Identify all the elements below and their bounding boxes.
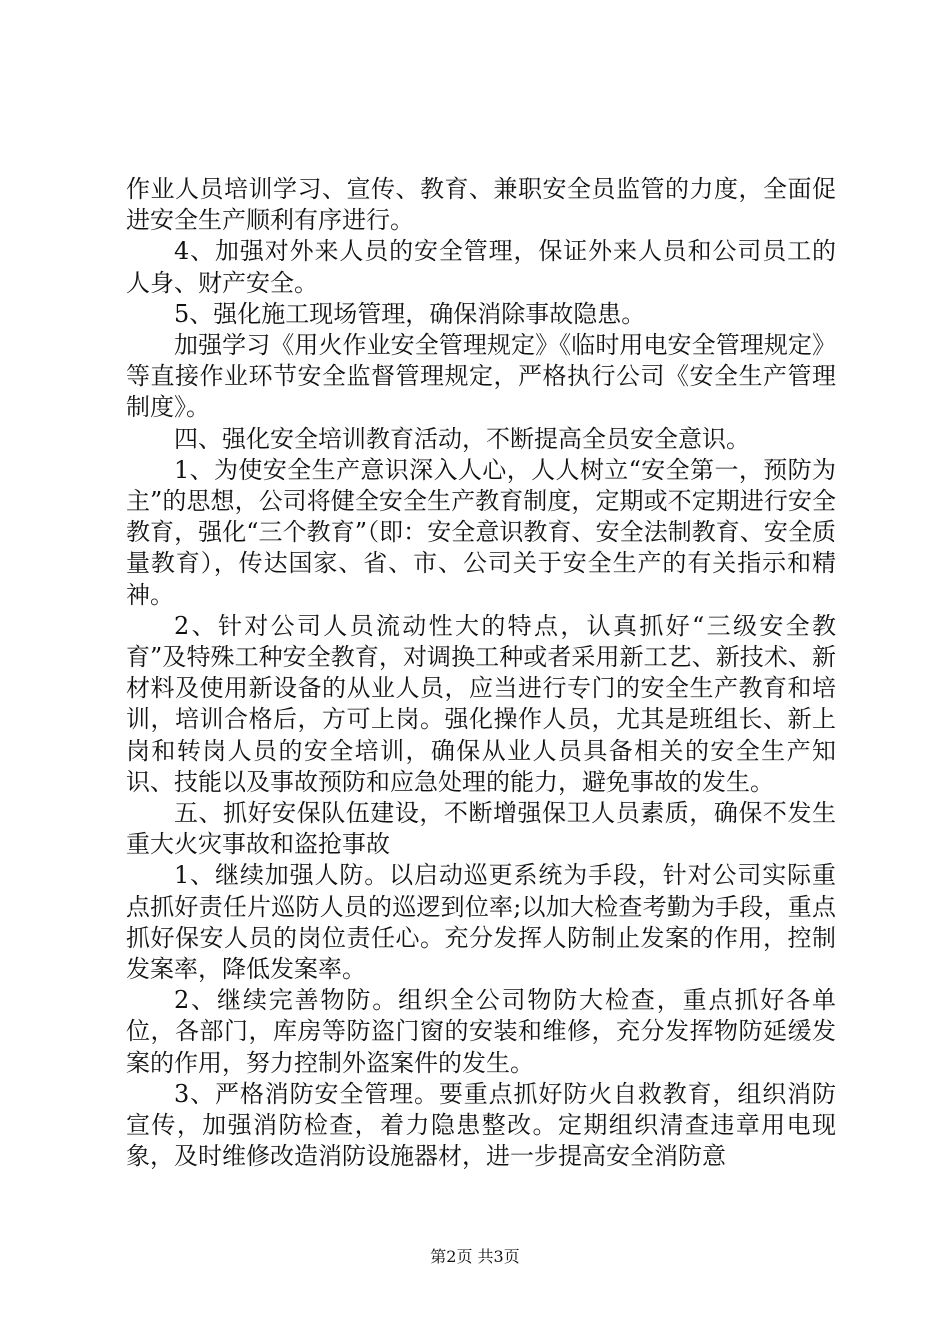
paragraph-item-5: 5、强化施工现场管理，确保消除事故隐患。 bbox=[174, 299, 646, 328]
paragraph-security-1: 1、继续加强人防。以启动巡更系统为手段，针对公司实际重点抓好责任片巡防人员的巡逻到位率;以加大检查考勤为手段，重点抓好保安人员的岗位责任心。充分发挥人防制止发案的作用，控制发案率，降低发案率。 bbox=[126, 861, 836, 984]
document-body bbox=[126, 174, 836, 1173]
paragraph-regulations: 加强学习《用火作业安全管理规定》《临时用电安全管理规定》等直接作业环节安全监督管理规定，严格执行公司《安全生产管理制度》。 bbox=[126, 331, 836, 422]
paragraph-security-3: 3、严格消防安全管理。要重点抓好防火自救教育，组织消防宣传，加强消防检查，着力隐患整改。定期组织清查违章用电现象，及时维修改造消防设施器材，进一步提高安全消防意 bbox=[126, 1079, 836, 1171]
section-heading-5: 五、抓好安保队伍建设，不断增强保卫人员素质，确保不发生重大火灾事故和盗抢事故 bbox=[126, 799, 836, 859]
section-heading-4: 四、强化安全培训教育活动，不断提高全员安全意识。 bbox=[174, 424, 750, 453]
paragraph-security-2: 2、继续完善物防。组织全公司物防大检查，重点抓好各单位，各部门，库房等防盗门窗的安装和维修，充分发挥物防延缓发案的作用，努力控制外盗案件的发生。 bbox=[126, 986, 836, 1077]
paragraph-training-2: 2、针对公司人员流动性大的特点，认真抓好“三级安全教育”及特殊工种安全教育，对调换工种或者采用新工艺、新技术、新材料及使用新设备的从业人员，应当进行专门的安全生产教育和培训，培训合格后，方可上岗。强化操作人员，尤其是班组长、新上岗和转岗人员的安全培训，确保从业人员具备相关的安全生产知识、技能以及事故预防和应急处理的能力，避免事故的发生。 bbox=[126, 611, 836, 796]
paragraph-training-1: 1、为使安全生产意识深入人心，人人树立“安全第一，预防为主”的思想，公司将健全安全生产教育制度，定期或不定期进行安全教育，强化“三个教育”（即：安全意识教育、安全法制教育、安全质量教育），传达国家、省、市、公司关于安全生产的有关指示和精神。 bbox=[126, 455, 836, 609]
paragraph-item-4: 4、加强对外来人员的安全管理，保证外来人员和公司员工的人身、财产安全。 bbox=[126, 237, 836, 297]
page-number: 第2页 共3页 bbox=[430, 1247, 520, 1266]
paragraph-continued: 作业人员培训学习、宣传、教育、兼职安全员监管的力度，全面促进安全生产顺利有序进行。 bbox=[126, 175, 836, 235]
